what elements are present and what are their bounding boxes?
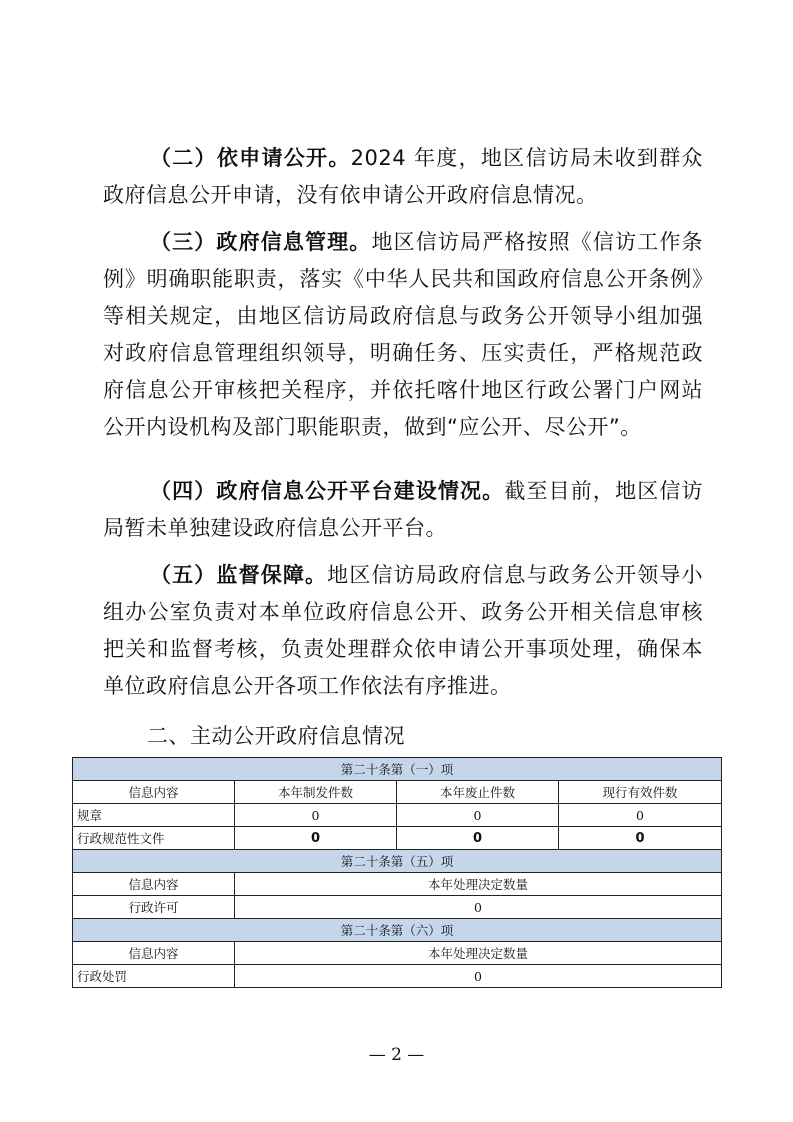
table-section-header [73,758,722,781]
paragraph-lead: （四）政府信息公开平台建设情况。 [150,479,505,503]
table-cell: 0 [235,804,397,827]
table-row [73,827,722,850]
paragraph-application-disclosure [103,140,703,214]
table-cell: 0 [397,804,559,827]
column-header: 现行有效件数 [559,781,722,804]
paragraph-body: 2024 年度，地区信访局未收到群众政府信息公开申请，没有依申请公开政府信息情况。 [103,146,703,207]
page-number: — 2 — [368,1045,425,1065]
table-header-row [73,873,722,896]
paragraph-body: 截至目前，地区信访局暂未单独建设政府信息公开平台。 [103,479,704,540]
paragraph-lead: （二）依申请公开。 [150,146,351,170]
table-cell: 0 [235,965,722,988]
row-label: 行政规范性文件 [73,827,235,850]
paragraph-lead: （五）监督保障。 [150,563,328,587]
table-cell: 0 [235,827,397,850]
column-header: 本年处理决定数量 [235,873,722,896]
paragraph-information-management [103,224,703,446]
table-cell: 0 [559,827,722,850]
table-cell: 0 [397,827,559,850]
section-heading: 二、主动公开政府信息情况 [147,724,405,748]
table-row [73,896,722,919]
row-label: 规章 [73,804,235,827]
disclosure-table [72,757,722,988]
column-header: 信息内容 [73,781,235,804]
table-section-header [73,919,722,942]
section-title: 第二十条第（五）项 [73,850,722,873]
table-row [73,804,722,827]
table-section-header [73,850,722,873]
table-header-row [73,781,722,804]
column-header: 本年制发件数 [235,781,397,804]
section-title: 第二十条第（六）项 [73,919,722,942]
section-title: 第二十条第（一）项 [73,758,722,781]
paragraph-body: 地区信访局严格按照《信访工作条例》明确职能职责，落实《中华人民共和国政府信息公开条例》等相关规定，由地区信访局政府信息与政务公开领导小组加强对政府信息管理组织领导，明确任务、压实责任，严格规范政府信息公开审核把关程序，并依托喀什地区行政公署门户网站公开内设机构及部门职能职责，做到“应公开、尽公开”。 [103,230,704,439]
column-header: 本年废止件数 [397,781,559,804]
column-header: 信息内容 [73,942,235,965]
row-label: 行政处罚 [73,965,235,988]
table-header-row [73,942,722,965]
row-label: 行政许可 [73,896,235,919]
paragraph-supervision [103,557,703,705]
column-header: 信息内容 [73,873,235,896]
table-cell: 0 [235,896,722,919]
column-header: 本年处理决定数量 [235,942,722,965]
table-cell: 0 [559,804,722,827]
table-row [73,965,722,988]
paragraph-lead: （三）政府信息管理。 [150,230,372,254]
paragraph-body: 地区信访局政府信息与政务公开领导小组办公室负责对本单位政府信息公开、政务公开相关信息审核把关和监督考核，负责处理群众依申请公开事项处理，确保本单位政府信息公开各项工作依法有序推进。 [103,563,704,698]
paragraph-platform-construction [103,473,703,547]
